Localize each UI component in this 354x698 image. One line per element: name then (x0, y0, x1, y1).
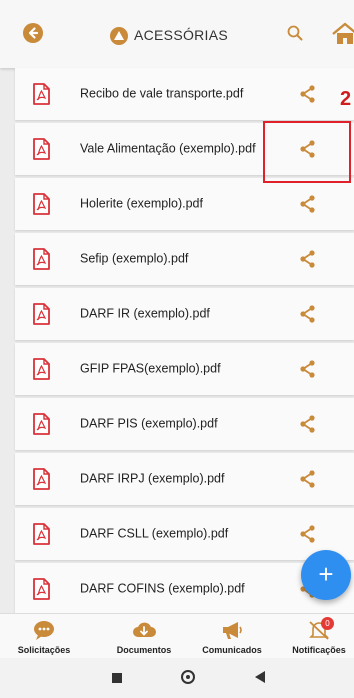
pdf-file-icon (31, 303, 51, 325)
recent-apps-icon[interactable] (112, 673, 122, 683)
file-name: DARF CSLL (exemplo).pdf (80, 526, 229, 541)
nav-item-documentos[interactable] (100, 614, 188, 659)
cloud-download-icon (132, 619, 156, 641)
share-icon[interactable] (298, 359, 318, 379)
chat-bubble-icon (32, 619, 56, 641)
nav-item-notificacoes[interactable] (284, 614, 354, 659)
list-item[interactable] (15, 453, 354, 505)
back-arrow-icon (23, 23, 43, 43)
list-item[interactable] (15, 343, 354, 395)
list-item[interactable] (15, 68, 354, 120)
list-item[interactable] (15, 178, 354, 230)
nav-label-documentos: Documentos (116, 645, 172, 655)
bottom-navigation (0, 613, 354, 659)
pdf-file-icon (31, 248, 51, 270)
file-name: Recibo de vale transporte.pdf (80, 86, 244, 101)
pdf-file-icon (31, 468, 51, 490)
pdf-file-icon (31, 578, 51, 600)
list-item[interactable] (15, 233, 354, 285)
pdf-file-icon (31, 83, 51, 105)
search-button[interactable] (286, 24, 304, 42)
file-name: Vale Alimentação (exemplo).pdf (80, 141, 256, 156)
system-navigation-bar (0, 658, 354, 698)
list-item[interactable] (15, 288, 354, 340)
nav-item-comunicados[interactable] (188, 614, 276, 659)
pdf-file-icon (31, 358, 51, 380)
app-header (0, 0, 354, 68)
share-icon[interactable] (298, 469, 318, 489)
pdf-file-icon (31, 138, 51, 160)
acessorias-logo-icon (110, 27, 128, 45)
pdf-file-icon (31, 523, 51, 545)
nav-label-comunicados: Comunicados (202, 645, 262, 655)
megaphone-icon (220, 619, 244, 641)
search-icon (286, 24, 304, 42)
list-item[interactable] (15, 508, 354, 560)
system-back-icon[interactable] (255, 671, 265, 683)
home-icon (330, 22, 354, 46)
home-circle-icon[interactable] (181, 670, 195, 684)
file-name: DARF IR (exemplo).pdf (80, 306, 210, 321)
file-name: GFIP FPAS(exemplo).pdf (80, 361, 221, 376)
share-icon[interactable] (298, 249, 318, 269)
pdf-file-icon (31, 413, 51, 435)
file-name: DARF IRPJ (exemplo).pdf (80, 471, 225, 486)
annotation-number: 2 (340, 88, 352, 110)
share-icon[interactable] (298, 414, 318, 434)
home-button[interactable] (330, 22, 354, 46)
pdf-file-icon (31, 193, 51, 215)
annotation-highlight-box (263, 121, 351, 183)
notification-badge: 0 (321, 617, 334, 630)
nav-label-notificacoes: Notificações (292, 645, 346, 655)
list-item[interactable] (15, 398, 354, 450)
nav-item-solicitacoes[interactable] (0, 614, 88, 659)
page-title: ACESSÓRIAS (134, 27, 229, 43)
file-name: Sefip (exemplo).pdf (80, 251, 189, 266)
share-icon[interactable] (298, 84, 318, 104)
share-icon[interactable] (298, 304, 318, 324)
file-name: DARF COFINS (exemplo).pdf (80, 581, 245, 596)
share-icon[interactable] (298, 194, 318, 214)
add-fab-button[interactable]: + (301, 550, 351, 600)
share-icon[interactable] (298, 524, 318, 544)
file-name: DARF PIS (exemplo).pdf (80, 416, 218, 431)
back-button[interactable] (23, 23, 43, 43)
nav-label-solicitacoes: Solicitações (17, 645, 71, 655)
file-name: Holerite (exemplo).pdf (80, 196, 203, 211)
